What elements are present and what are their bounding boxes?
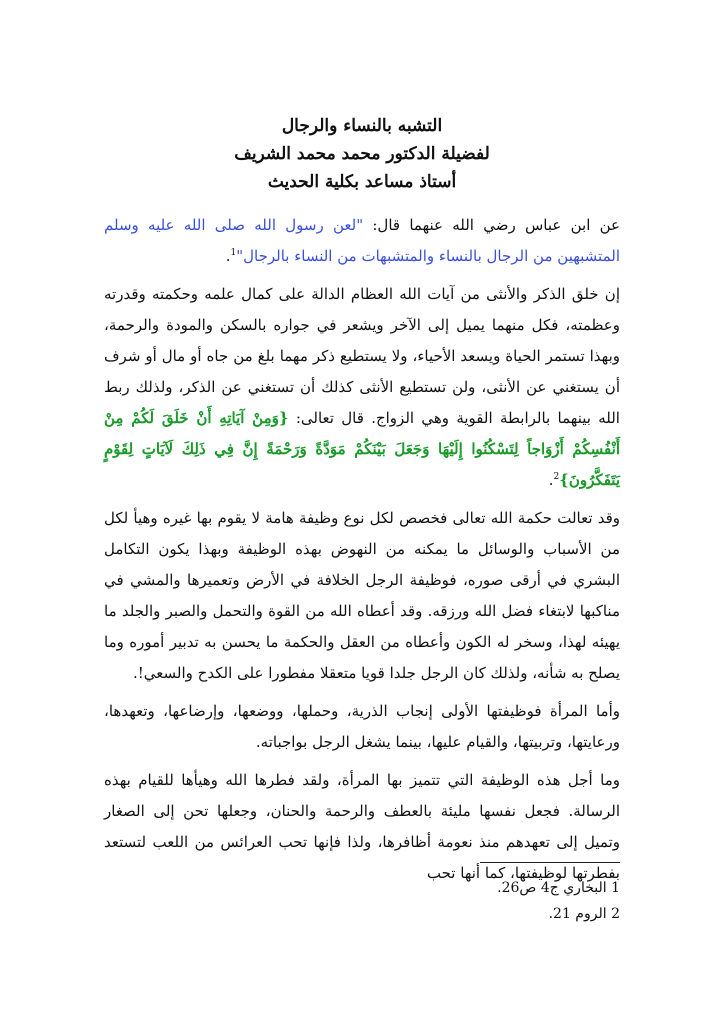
footnote-ref-1: 1 — [230, 248, 237, 258]
footnotes — [104, 862, 620, 927]
quran-verse: {وَمِنْ آيَاتِهِ أَنْ خَلَقَ لَكُمْ مِنْ أَنْفُسِكُمْ أَزْوَاجاً لِتَسْكُنُوا إِلَيْهَا وَجَعَلَ بَيْنَكُمْ مَوَدَّةً وَرَحْمَةً إِنَّ فِي ذَلِكَ لَآيَاتٍ لِقَوْمٍ يَتَفَكَّرُونَ} — [104, 409, 620, 489]
paragraph-creation-text: إن خلق الذكر والأنثى من آيات الله العظام الدالة على كمال علمه وحكمته وقدرته وعظمته، فكل منهما يميل إلى الآخر ويشعر في جواره بالسكن والمودة والرحمة، وبهذا تستمر الحياة ويسعد الأحياء، ولا يستطيع ذكر مهما بلغ من جاه أو مال أو شرف أن يستغني عن الأنثى، ولن تستطيع الأنثى كذلك أن تستغني عن الذكر، ولذلك ربط الله بينهما بالرابطة القوية وهي الزواج. قال تعالى: — [104, 285, 620, 427]
paragraph-woman-mission: وما أجل هذه الوظيفة التي تتميز بها المرأة، ولقد فطرها الله وهيأها للقيام بهذه الرسالة. فجعل نفسها مليئة بالعطف والرحمة والحنان، وجعلها تحن إلى الصغار وتميل إلى تعهدهم منذ نعومة أظافرها، ولذا فإنها تحب العرائس من اللعب لتستعد بفطرتها لوظيفتها، كما أنها تحب — [104, 771, 620, 882]
verse-end: . — [548, 471, 554, 489]
footnote-number: 1 — [611, 880, 620, 896]
author-position: أستاذ مساعد بكلية الحديث — [267, 172, 457, 192]
footnote-2 — [104, 901, 620, 927]
footnote-1 — [104, 875, 620, 901]
hadith-text: "لعن رسول الله صلى الله عليه وسلم المتشبهين من الرجال بالنساء والمتشبهات من النساء بالرجال" — [104, 216, 620, 265]
footnote-number: 2 — [611, 906, 620, 922]
paragraph-man-role: وقد تعالت حكمة الله تعالى فخصص لكل نوع وظيفة هامة لا يقوم بها غيره وهيأ لكل من الأسباب والوسائل ما يمكنه من النهوض بهذه الوظيفة وبهذا يكون التكامل البشري في أرقى صوره، فوظيفة الرجل الخلافة في الأرض وتعميرها والمشي في مناكبها لابتغاء فضل الله ورزقه. وقد أعطاه الله من القوة والتحمل والصبر والجلد ما يهيئه لهذا، وسخر له الكون وأعطاه من العقل والحكمة ما يحسن به تدبير أموره وما يصلح به شأنه، ولذلك كان الرجل جلدا قويا متعقلا مفطورا على الكدح والسعي!. — [104, 509, 620, 682]
article-title: التشبه بالنساء والرجال — [281, 116, 443, 136]
paragraph-hadith — [104, 210, 620, 272]
title-block — [104, 112, 620, 196]
footnote-separator — [480, 862, 620, 863]
footnote-text: البخاري ج4 ص26. — [497, 880, 612, 896]
article-body — [104, 210, 620, 889]
author-line: لفضيلة الدكتور محمد محمد الشريف — [234, 144, 490, 164]
paragraph-woman-role: وأما المرأة فوظيفتها الأولى إنجاب الذرية، وحملها، ووضعها، وإرضاعها، وتعهدها، ورعايتها، وتربيتها، والقيام عليها، بينما يشغل الرجل بواجباته. — [104, 702, 620, 751]
hadith-end: . — [225, 247, 231, 265]
footnote-text: الروم 21. — [548, 906, 612, 922]
paragraph-creation — [104, 279, 620, 496]
hadith-intro: عن ابن عباس رضي الله عنهما قال: — [363, 216, 620, 234]
footnote-ref-2: 2 — [553, 472, 560, 482]
